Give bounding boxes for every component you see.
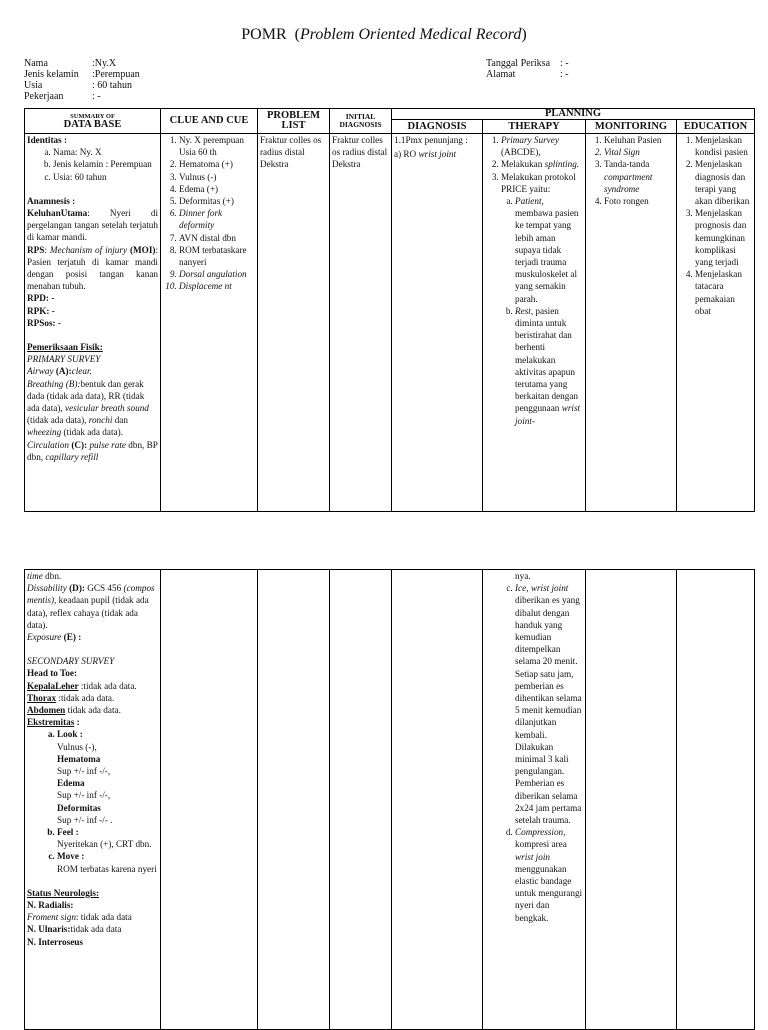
disability-label: Dissability bbox=[27, 583, 67, 594]
problem-list-cell: Fraktur colles os radius distal Dekstra bbox=[258, 134, 330, 512]
patient-info-left bbox=[24, 58, 140, 102]
ulnaris-text: tidak ada data bbox=[70, 924, 122, 935]
ulnaris bbox=[27, 923, 158, 935]
airway-code: (A): bbox=[55, 366, 72, 377]
interroseus-label: N. Interroseus bbox=[27, 936, 83, 947]
abdomen-label: Abdomen bbox=[27, 705, 66, 716]
look-heading: Look : bbox=[57, 729, 83, 740]
ronchi-label: ronchi bbox=[88, 415, 113, 426]
exposure-label: Exposure bbox=[27, 632, 62, 643]
disability-text: , keadaan pupil (tidak ada data), reflex cahaya (tidak ada data). bbox=[27, 595, 149, 630]
diagnosis-ro-italic: wrist joint bbox=[418, 149, 457, 160]
time-label: time bbox=[27, 571, 43, 581]
kepala-leher bbox=[27, 680, 158, 692]
header-database-cell bbox=[25, 109, 161, 134]
wheezing-label: wheezing bbox=[27, 427, 62, 438]
move-item bbox=[57, 850, 158, 874]
therapy-cell-cont bbox=[483, 570, 586, 1030]
rps: RPS: Mechanism of injury (MOI): Pasien terjatuh di kamar mandi dengan posisi tangan kanan menahan tubuh. bbox=[27, 244, 159, 292]
clue-item: 6. Dinner fork deformity bbox=[179, 207, 255, 231]
database-cell-cont bbox=[25, 570, 161, 1030]
therapy-melakukan: Melakukan bbox=[501, 159, 543, 170]
price-list bbox=[501, 195, 583, 427]
education-cell bbox=[677, 134, 755, 512]
disability bbox=[27, 582, 158, 631]
airway-text: clear. bbox=[71, 366, 92, 377]
ekstremitas-label: Ekstremitas bbox=[27, 717, 75, 728]
circulation-code: (C): bbox=[71, 439, 88, 450]
ekstremitas-colon: : bbox=[76, 717, 80, 728]
abdomen-text: tidak ada data. bbox=[67, 705, 121, 716]
monitoring-cell bbox=[586, 134, 677, 512]
monitoring-item: 1. Keluhan Pasien bbox=[604, 134, 674, 146]
circulation-cont bbox=[27, 570, 158, 582]
wheezing-text: (tidak ada data). bbox=[63, 427, 123, 438]
keluhan-utama bbox=[27, 207, 158, 244]
exposure bbox=[27, 631, 158, 643]
label-pekerjaan: Pekerjaan bbox=[24, 91, 64, 102]
rps-label: RPS bbox=[27, 244, 45, 255]
clue-item: 9. Dorsal angulation bbox=[179, 268, 255, 280]
rps-italic: Mechanism of injury bbox=[49, 244, 128, 255]
circulation bbox=[27, 439, 158, 463]
monitoring-cell-cont bbox=[586, 570, 677, 1030]
header-problem-list: PROBLEM LIST bbox=[258, 109, 330, 134]
rps-text: : Pasien terjatuh di kamar mandi dengan posisi tangan kanan menahan tubuh. bbox=[27, 244, 159, 292]
problem-list-cell-cont bbox=[258, 570, 330, 1030]
title-main: POMR bbox=[241, 26, 287, 43]
head-to-toe-heading: Head to Toe: bbox=[27, 668, 78, 679]
label-tanggal-periksa: Tanggal Periksa bbox=[486, 58, 551, 69]
therapy-primary-survey: Primary Survey bbox=[501, 135, 559, 145]
price-compression bbox=[515, 826, 583, 924]
ronchi-text: dan bbox=[114, 415, 128, 426]
price-rest-text: , pasien diminta untuk beristirahat dan berhenti melakukan aktivitas apapun terutama yang berkaitan dengan penggunaan bbox=[515, 305, 579, 414]
label-jenis-kelamin: Jenis kelamin bbox=[24, 69, 79, 80]
monitoring-item: 2. Vital Sign bbox=[604, 146, 674, 158]
pemeriksaan-fisik-heading: Pemeriksaan Fisik: bbox=[27, 342, 103, 353]
move-heading: Move : bbox=[57, 851, 85, 862]
price-rest bbox=[515, 305, 583, 427]
look-edema-heading: Edema bbox=[57, 778, 85, 789]
therapy-item bbox=[501, 158, 583, 170]
title-open: ( bbox=[294, 26, 300, 43]
compos-mentis: (compos mentis) bbox=[27, 583, 155, 606]
therapy-list bbox=[485, 134, 583, 427]
keluhan-text: : Nyeri di pergelangan tangan setelah terjatuh di kamar mandi. bbox=[27, 208, 158, 243]
diagnosis-cell-cont bbox=[392, 570, 483, 1030]
header-monitoring: MONITORING bbox=[586, 120, 677, 134]
monitoring-tanda: Tanda-tanda bbox=[604, 159, 650, 170]
value-jenis-kelamin: :Perempuan bbox=[92, 69, 140, 80]
education-list bbox=[679, 134, 752, 317]
clue-item: 4. Edema (+) bbox=[179, 183, 255, 195]
header-database: DATA BASE bbox=[63, 118, 122, 130]
therapy-item bbox=[501, 171, 583, 427]
therapy-cell bbox=[483, 134, 586, 512]
label-usia: Usia bbox=[24, 80, 43, 91]
diagnosis-penunjang: 1.1Pmx penunjang : bbox=[394, 135, 468, 145]
header-diagnosis: DIAGNOSIS bbox=[392, 120, 483, 134]
price-patient-label: Patient bbox=[515, 196, 542, 207]
label-nama: Nama bbox=[24, 58, 48, 69]
pulse-rate-label: pulse rate bbox=[89, 439, 126, 450]
feel-heading: Feel : bbox=[57, 827, 79, 838]
move-text: ROM terbatas karena nyeri bbox=[57, 863, 157, 874]
education-item: 1. Menjelaskan kondisi pasien bbox=[695, 134, 752, 158]
education-item: 3. Menjelaskan prognosis dan kemungkinan komplikasi yang terjadi bbox=[695, 207, 752, 268]
price-ice-comma: , bbox=[526, 583, 529, 594]
anamnesis-heading: Anamnesis : bbox=[27, 195, 76, 206]
look-item bbox=[57, 728, 158, 826]
price-ice-label: Ice bbox=[515, 583, 527, 594]
look-edema: Sup +/- inf -/-, bbox=[57, 790, 111, 801]
circulation-label: Circulation bbox=[27, 439, 70, 450]
clue-item: 3. Vulnus (-) bbox=[179, 171, 255, 183]
rpk: RPK: - bbox=[27, 305, 55, 316]
identitas-item: c. Usia: 60 tahun bbox=[53, 171, 158, 183]
initial-diagnosis-cell-cont bbox=[330, 570, 392, 1030]
disability-code: (D): bbox=[69, 583, 85, 594]
look-vulnus: Vulnus (-), bbox=[57, 741, 97, 752]
froment-text: : tidak ada data bbox=[75, 912, 132, 923]
pomr-table-page2 bbox=[24, 569, 755, 1030]
header-therapy: THERAPY bbox=[483, 120, 586, 134]
label-alamat: Alamat bbox=[486, 69, 516, 80]
therapy-item bbox=[501, 134, 583, 158]
look-deformitas: Sup +/- inf -/- . bbox=[57, 814, 113, 825]
clue-item: 10. Displaceme nt bbox=[179, 280, 255, 292]
clue-list bbox=[163, 134, 255, 293]
therapy-price: Melakukan protokol PRICE yaitu: bbox=[501, 171, 576, 194]
header-summary: SUMMARY OF bbox=[70, 112, 115, 120]
identitas-item: b. Jenis kelamin : Perempuan bbox=[53, 158, 158, 170]
feel-text: Nyeritekan (+), CRT dbn. bbox=[57, 839, 152, 850]
exposure-code: (E) : bbox=[63, 632, 82, 643]
identitas-item: a. Nama: Ny. X bbox=[53, 146, 158, 158]
thorax bbox=[27, 692, 158, 704]
patient-info-right bbox=[486, 58, 569, 80]
feel-item bbox=[57, 826, 158, 850]
price-list-cont bbox=[485, 582, 583, 924]
price-rest-label: Rest bbox=[515, 305, 531, 316]
title-close: ) bbox=[521, 26, 527, 43]
disability-gcs: GCS 456 bbox=[87, 583, 122, 594]
kepala-text: :tidak ada data. bbox=[80, 680, 137, 691]
education-cell-cont bbox=[677, 570, 755, 1030]
monitoring-list bbox=[588, 134, 674, 207]
monitoring-item bbox=[604, 158, 674, 195]
clue-item: 2. Hematoma (+) bbox=[179, 158, 255, 170]
capillary-refill-label: capillary refill bbox=[45, 451, 99, 462]
pomr-table-page1 bbox=[24, 108, 755, 512]
breathing-text: bentuk dan gerak dada (tidak ada data), RR (tidak ada data), bbox=[27, 378, 145, 414]
value-tanggal-periksa: : - bbox=[560, 58, 569, 69]
diagnosis-cell bbox=[392, 134, 483, 512]
price-compression-label: Compression bbox=[515, 827, 564, 838]
price-patient-text: , membawa pasien ke tempat yang lebih aman supaya tidak terjadi trauma muskuloskelet al yang semakin parah. bbox=[515, 196, 579, 304]
primary-survey-heading: PRIMARY SURVEY bbox=[27, 354, 101, 365]
rps-moi: (MOI) bbox=[129, 244, 156, 255]
title-italic: Problem Oriented Medical Record bbox=[299, 26, 522, 43]
look-hematoma: Sup +/- inf -/-, bbox=[57, 766, 111, 777]
monitoring-item: 4. Foto rongen bbox=[604, 195, 674, 207]
vesicular-text: (tidak ada data), bbox=[27, 415, 87, 426]
froment-sign bbox=[27, 911, 158, 923]
clue-item: 7. AVN distal dbn bbox=[179, 232, 255, 244]
ekstremitas-list bbox=[27, 728, 158, 874]
radialis-heading: N. Radialis: bbox=[27, 900, 74, 911]
rpsos: RPSos: - bbox=[27, 317, 61, 328]
database-cell bbox=[25, 134, 161, 512]
look-hematoma-heading: Hematoma bbox=[57, 753, 101, 764]
breathing bbox=[27, 378, 158, 439]
therapy-abcde: (ABCDE), bbox=[501, 147, 541, 158]
value-pekerjaan: : - bbox=[92, 91, 101, 102]
monitoring-compartment: compartment syndrome bbox=[604, 171, 653, 194]
thorax-label: Thorax bbox=[27, 692, 57, 703]
look-deformitas-heading: Deformitas bbox=[57, 802, 101, 813]
look-details bbox=[57, 741, 158, 826]
clue-item: 5. Deformitas (+) bbox=[179, 195, 255, 207]
diagnosis-ro bbox=[394, 148, 480, 160]
value-usia: : 60 tahun bbox=[92, 80, 132, 91]
price-patient bbox=[515, 195, 583, 305]
identitas-heading: Identitas : bbox=[27, 135, 68, 145]
clue-and-cue-cell-cont bbox=[161, 570, 258, 1030]
neurologis-heading: Status Neurologis: bbox=[27, 887, 100, 898]
airway-label: Airway bbox=[27, 366, 54, 377]
value-alamat: : - bbox=[560, 69, 569, 80]
abdomen bbox=[27, 704, 158, 716]
ulnaris-label: N. Ulnaris: bbox=[27, 924, 71, 935]
froment-label: Froment sign bbox=[27, 912, 76, 923]
therapy-splinting: splinting. bbox=[544, 159, 580, 170]
price-compression-text2: menggunakan elastic bandage untuk mengurangi nyeri dan bengkak. bbox=[515, 863, 583, 923]
price-ice-text: diberikan es yang dibalut dengan handuk yang kemudian ditempelkan selama 20 menit. Setiap satu jam, pemberian es dihentikan selama 5 menit kemudian dilanjutkan kembali. Dilakukan minimal 3 kali pengulangan. Pemberian es diberikan selama 2x24 jam pertama setelah trauma. bbox=[515, 595, 582, 826]
header-education: EDUCATION bbox=[677, 120, 755, 134]
price-rest-italic: wrist joint- bbox=[515, 403, 581, 426]
clue-and-cue-cell bbox=[161, 134, 258, 512]
ekstremitas bbox=[27, 716, 158, 728]
keluhan-label: KeluhanUtama bbox=[27, 208, 88, 219]
price-compression-text1: , kompresi area bbox=[515, 827, 567, 850]
header-initial-diagnosis: INITIAL DIAGNOSIS bbox=[330, 109, 392, 134]
education-item: 2. Menjelaskan diagnosis dan terapi yang akan diberikan bbox=[695, 158, 752, 207]
price-ice bbox=[515, 582, 583, 826]
rpd: RPD: - bbox=[27, 293, 55, 304]
therapy-continuation: nya. bbox=[515, 571, 531, 581]
thorax-text: :tidak ada data. bbox=[58, 692, 115, 703]
education-item: 4. Menjelaskan tatacara pemakaian obat bbox=[695, 268, 752, 317]
document-title bbox=[0, 26, 768, 44]
value-nama: :Ny.X bbox=[92, 58, 117, 69]
header-clue-and-cue: CLUE AND CUE bbox=[161, 109, 258, 134]
clue-item: 8. ROM terbataskare nanyeri bbox=[179, 244, 255, 268]
diagnosis-ro-label: a) RO bbox=[394, 149, 417, 160]
kepala-label: KepalaLeher bbox=[27, 680, 79, 691]
airway bbox=[27, 365, 158, 377]
identitas-list bbox=[27, 146, 158, 183]
breathing-label: Breathing (B): bbox=[27, 378, 81, 389]
circulation-text: dbn, BP dbn, bbox=[27, 439, 158, 462]
price-ice-italic: wrist joint bbox=[530, 583, 569, 594]
header-planning: PLANNING bbox=[392, 109, 755, 120]
time-text: dbn. bbox=[45, 571, 62, 581]
price-compression-italic: wrist join bbox=[515, 851, 550, 862]
clue-item: 1. Ny. X perempuan Usia 60 th bbox=[179, 134, 255, 158]
vesicular-label: vesicular breath sound bbox=[65, 403, 149, 414]
initial-diagnosis-cell: Fraktur colles os radius distal Dekstra bbox=[330, 134, 392, 512]
secondary-survey-heading: SECONDARY SURVEY bbox=[27, 656, 115, 667]
